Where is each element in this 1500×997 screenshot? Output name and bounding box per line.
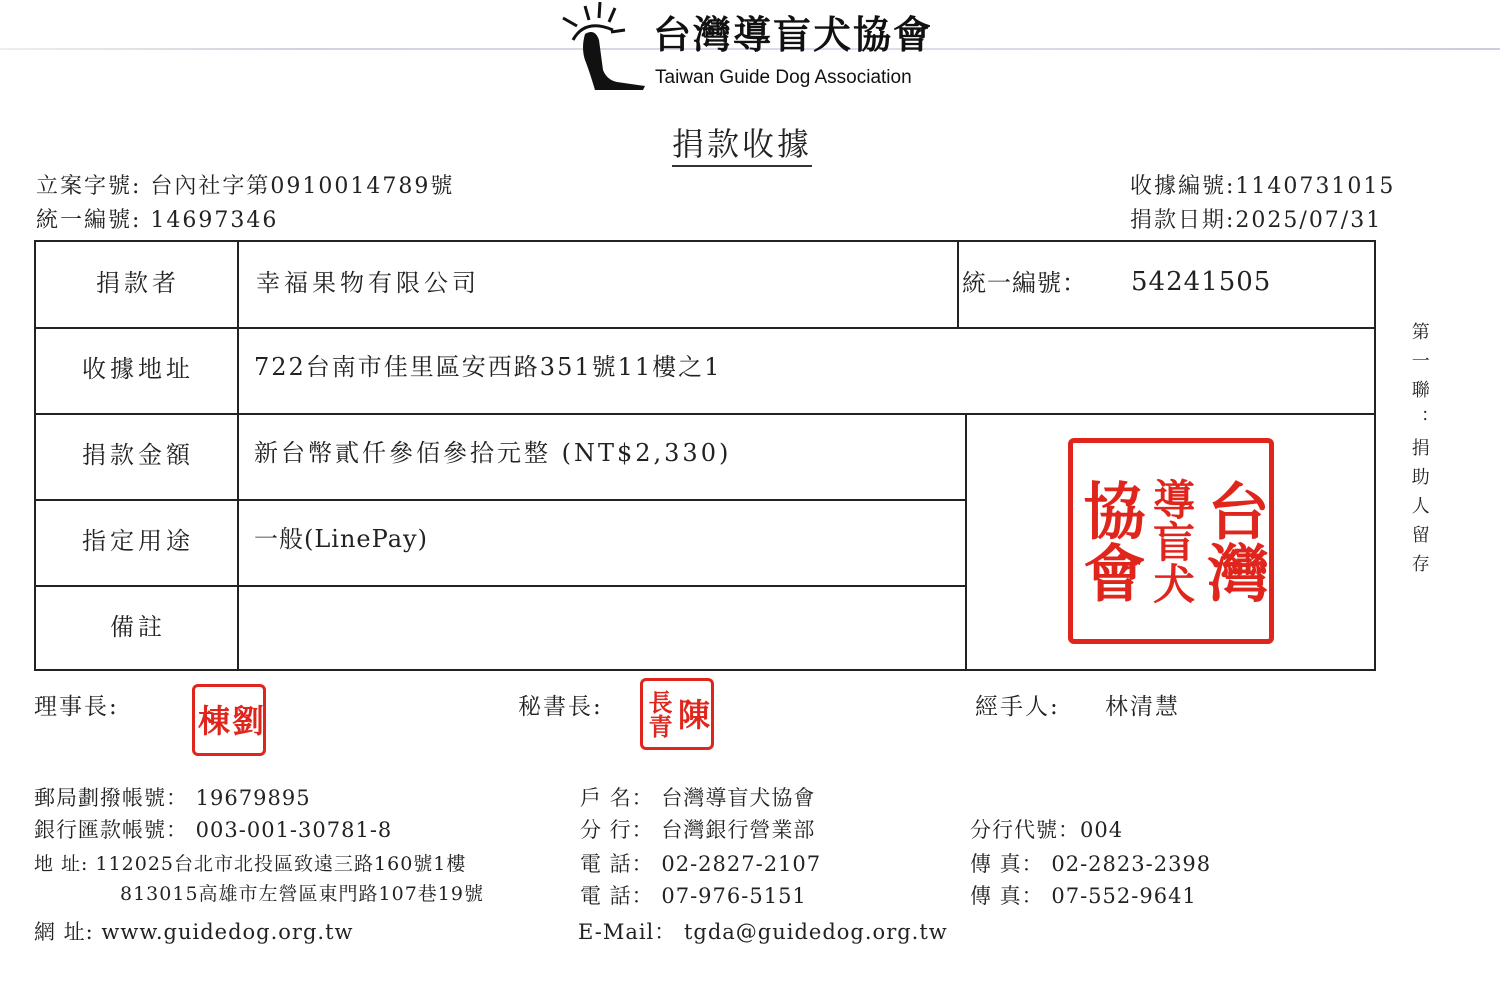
purpose-value: 一般(LinePay) <box>254 525 428 553</box>
donor-label: 捐款者 <box>96 269 180 297</box>
fax-taipei: 傳 真： 02-2823-2398 <box>970 852 1212 876</box>
amount-value: 新台幣貳仟參佰參拾元整 (NT$2,330) <box>254 439 732 467</box>
association-seal: 台灣 導盲犬 協會 <box>1068 438 1274 644</box>
donation-date: 捐款日期:2025/07/31 <box>1130 208 1383 233</box>
branch-code: 分行代號：004 <box>970 818 1124 842</box>
fax-kaohsiung: 傳 真： 07-552-9641 <box>970 884 1197 908</box>
address-kaohsiung: 813015高雄市左營區東門路107巷19號 <box>120 883 484 905</box>
handler-label: 經手人: <box>975 694 1060 720</box>
bank-account: 銀行匯款帳號： 003-001-30781-8 <box>34 818 393 842</box>
donor-tax-value: 54241505 <box>1131 267 1272 297</box>
email-link[interactable]: E-Mail： tgda@guidedog.org.tw <box>578 920 948 944</box>
address-label: 收據地址 <box>82 355 194 383</box>
document-title: 捐款收據 <box>672 126 812 167</box>
note-label: 備註 <box>110 613 166 641</box>
chairman-label: 理事長: <box>34 694 119 720</box>
bank-branch: 分 行： 台灣銀行營業部 <box>580 818 816 842</box>
secretary-seal: 陳 長青 <box>640 678 714 750</box>
phone-kaohsiung: 電 話： 07-976-5151 <box>580 884 807 908</box>
secretary-label: 秘書長: <box>518 694 603 720</box>
donor-tax-label: 統一編號： <box>962 269 1087 297</box>
registration-number: 立案字號: 台內社字第0910014789號 <box>36 174 455 199</box>
organization-tax-id: 統一編號: 14697346 <box>36 208 279 233</box>
address-value: 722台南市佳里區安西路351號11樓之1 <box>254 353 722 381</box>
amount-label: 捐款金額 <box>82 441 194 469</box>
logo-name-zh: 台灣導盲犬協會 <box>653 12 934 57</box>
account-name: 戶 名： 台灣導盲犬協會 <box>580 786 816 810</box>
guide-dog-logo-icon <box>555 0 650 92</box>
copy-note: 第一聯：捐助人留存 <box>1408 322 1430 583</box>
purpose-label: 指定用途 <box>82 527 194 555</box>
logo-name-en: Taiwan Guide Dog Association <box>655 67 912 88</box>
address-taipei: 地 址: 112025台北市北投區致遠三路160號1樓 <box>34 853 467 875</box>
handler-name: 林清慧 <box>1105 694 1180 720</box>
receipt-number: 收據編號:1140731015 <box>1130 174 1396 199</box>
logo <box>555 0 955 95</box>
website-link[interactable]: 網 址: www.guidedog.org.tw <box>34 920 354 944</box>
postal-account: 郵局劃撥帳號： 19679895 <box>34 786 311 810</box>
receipt-table <box>34 240 1376 671</box>
donor-value: 幸福果物有限公司 <box>256 269 480 297</box>
phone-taipei: 電 話： 02-2827-2107 <box>580 852 822 876</box>
chairman-seal: 劉 棟 <box>192 684 266 756</box>
